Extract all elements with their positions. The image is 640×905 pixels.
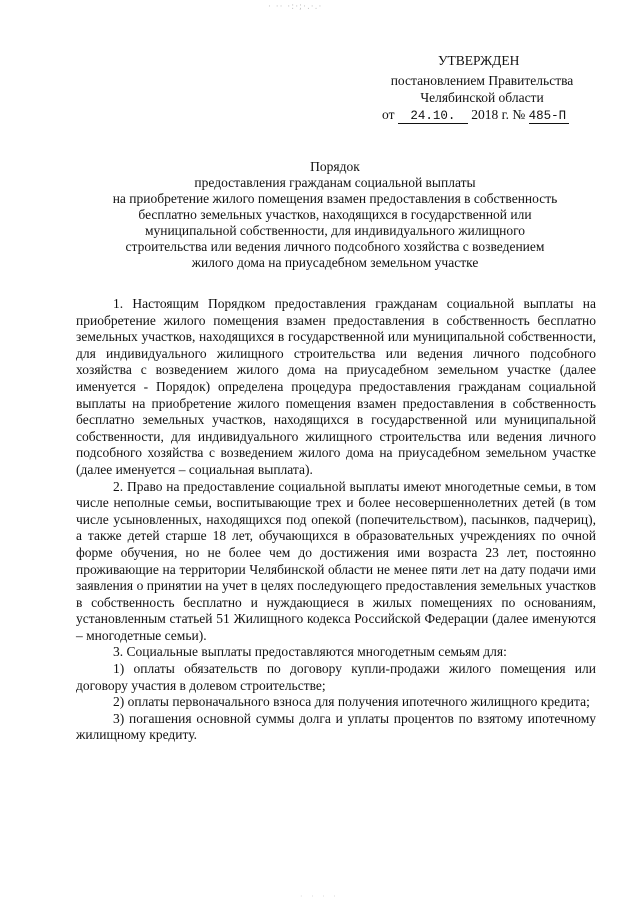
approval-line-region: Челябинской области — [420, 90, 544, 105]
title-line: бесплатно земельных участков, находящихся в государственной или — [138, 207, 532, 222]
title-line: на приобретение жилого помещения взамен предоставления в собственность — [112, 191, 558, 206]
approval-date: 24.10. — [398, 110, 468, 124]
approval-number: 485-П — [529, 110, 569, 124]
approval-line-resolution: постановлением Правительства — [390, 73, 574, 88]
paragraph-2: 2. Право на предоставление социальной выплаты имеют многодетные семьи, в том числе неполные семьи, воспитывающие трех и более несовершеннолетних детей (в том числе усыновленных, находящихся под опекой (попечительством), пасынков, падчериц), а также детей старше 18 лет, обучающихся в образовательных учреждениях по очной форме обучения, но не более чем до достижения ими возраста 23 лет, постоянно проживающие на территории Челябинской области не менее пяти лет на дату подачи ими заявления о принятии на учет в целях последующего предоставления земельных участков в собственность бесплатно и нуждающиеся в жилых помещениях по основаниям, установленным статьей 51 Жилищного кодекса Российской Федерации (далее именуются – многодетные семьи). — [76, 478, 596, 643]
title-line: муниципальной собственности, для индивидуального жилищного — [144, 223, 526, 238]
approval-heading: УТВЕРЖДЕН — [438, 53, 520, 68]
approval-from-label: от — [382, 107, 395, 122]
document-body — [76, 296, 596, 744]
paragraph-3: 3. Социальные выплаты предоставляются многодетным семьям для: — [113, 644, 507, 660]
list-item-2: 2) оплаты первоначального взноса для получения ипотечного жилищного кредита; — [113, 694, 590, 710]
paragraph-1: 1. Настоящим Порядком предоставления гражданам социальной выплаты на приобретение жилого помещения взамен предоставления в собственность бесплатно земельных участков, находящихся в государственной или муниципальной собственности, для индивидуального жилищного строительства или ведения личного подсобного хозяйства с возведением жилого дома на приусадебном земельном участке (далее именуется - Порядок) определена процедура предоставления гражданам социальной выплаты на приобретение жилого помещения взамен предоставления в собственность бесплатно земельных участков, находящихся в государственной или муниципальной собственности, для индивидуального жилищного строительства или ведения личного подсобного хозяйства с возведением жилого дома на приусадебном земельном участке (далее именуется – социальная выплата). — [76, 296, 596, 477]
title-line: предоставления гражданам социальной выплаты — [194, 175, 476, 190]
approval-date-line — [372, 106, 592, 124]
approval-stamp — [372, 52, 592, 124]
title-line: жилого дома на приусадебном земельном участке — [191, 255, 479, 270]
list-item-3: 3) погашения основной суммы долга и уплаты процентов по взятому ипотечному жилищному кредиту. — [76, 710, 596, 743]
title-line: строительства или ведения личного подсобного хозяйства с возведением — [125, 239, 545, 254]
document-title — [70, 159, 600, 271]
approval-year-label: 2018 г. № — [471, 107, 526, 122]
list-item-1: 1) оплаты обязательств по договору купли-продажи жилого помещения или договору участия в долевом строительстве; — [76, 661, 596, 693]
scan-noise: · ·· ·:·;·.·.· — [268, 2, 323, 12]
title-line: Порядок — [310, 159, 360, 174]
footer-noise: · · · · — [300, 892, 339, 901]
